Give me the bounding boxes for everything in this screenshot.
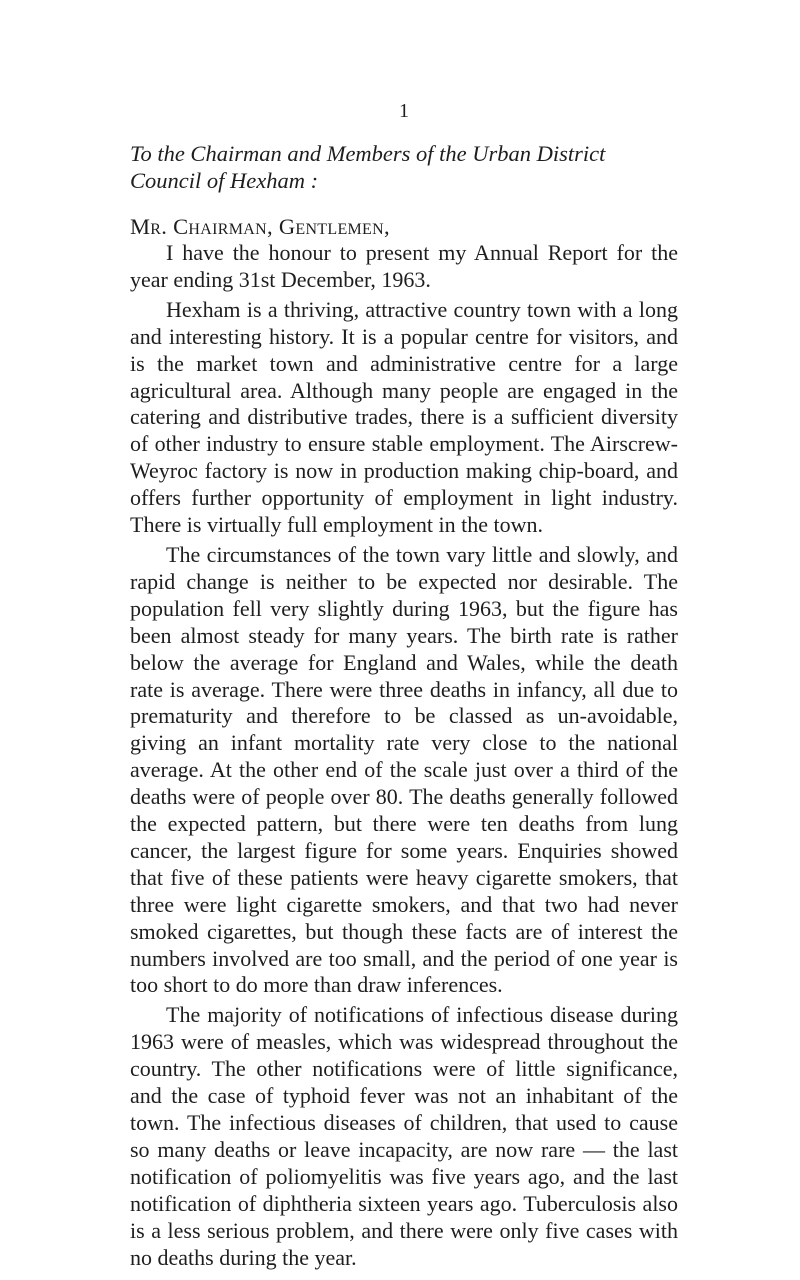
paragraph-infectious-disease: The majority of notifications of infectious disease during 1963 were of measles, which was widespread throughout the country. The other notifications were of little significance, and the case of typhoid fever was not an inhabitant of the town. The infectious diseases of children, that used to cause so many deaths or leave incapacity, are now rare — the last notification of poliomyelitis was five years ago, and the last notification of diphtheria sixteen years ago. Tuberculosis also is a less serious problem, and there were only five cases with no deaths during the year. xyxy=(130,1002,678,1270)
addressee-line: To the Chairman and Members of the Urban District Council of Hexham : xyxy=(130,141,606,193)
paragraph-town-description: Hexham is a thriving, attractive country town with a long and interesting history. It is a popular centre for visitors, and is the market town and administrative centre for a large agricultural area. Although many people are engaged in the catering and distributive trades, there is a sufficient diversity of other industry to ensure stable employment. The Airscrew-Weyroc factory is now in production making chip-board, and offers further opportunity of employment in light industry. There is virtually full employment in the town. xyxy=(130,296,678,538)
page-number: 1 xyxy=(399,100,409,122)
paragraph-population-and-deaths: The circumstances of the town vary little and slowly, and rapid change is neither to be expected nor desirable. The population fell very slightly during 1963, but the figure has been almost steady for many years. The birth rate is rather below the average for England and Wales, while the death rate is average. There were three deaths in infancy, all due to prematurity and therefore to be classed as un-avoidable, giving an infant mortality rate very close to the national average. At the other end of the scale just over a third of the deaths were of people over 80. The deaths generally followed the expected pattern, but there were ten deaths from lung cancer, the largest figure for some years. Enquiries showed that five of these patients were heavy cigarette smokers, that three were light cigarette smokers, and that two had never smoked cigarettes, but though these facts are of interest the numbers involved are too small, and the period of one year is too short to do more than draw inferences. xyxy=(130,541,678,998)
salutation: Mr. Chairman, Gentlemen, xyxy=(130,214,390,239)
report-body xyxy=(130,240,678,1274)
paragraph-intro: I have the honour to present my Annual Report for the year ending 31st December, 1963. xyxy=(130,240,678,292)
